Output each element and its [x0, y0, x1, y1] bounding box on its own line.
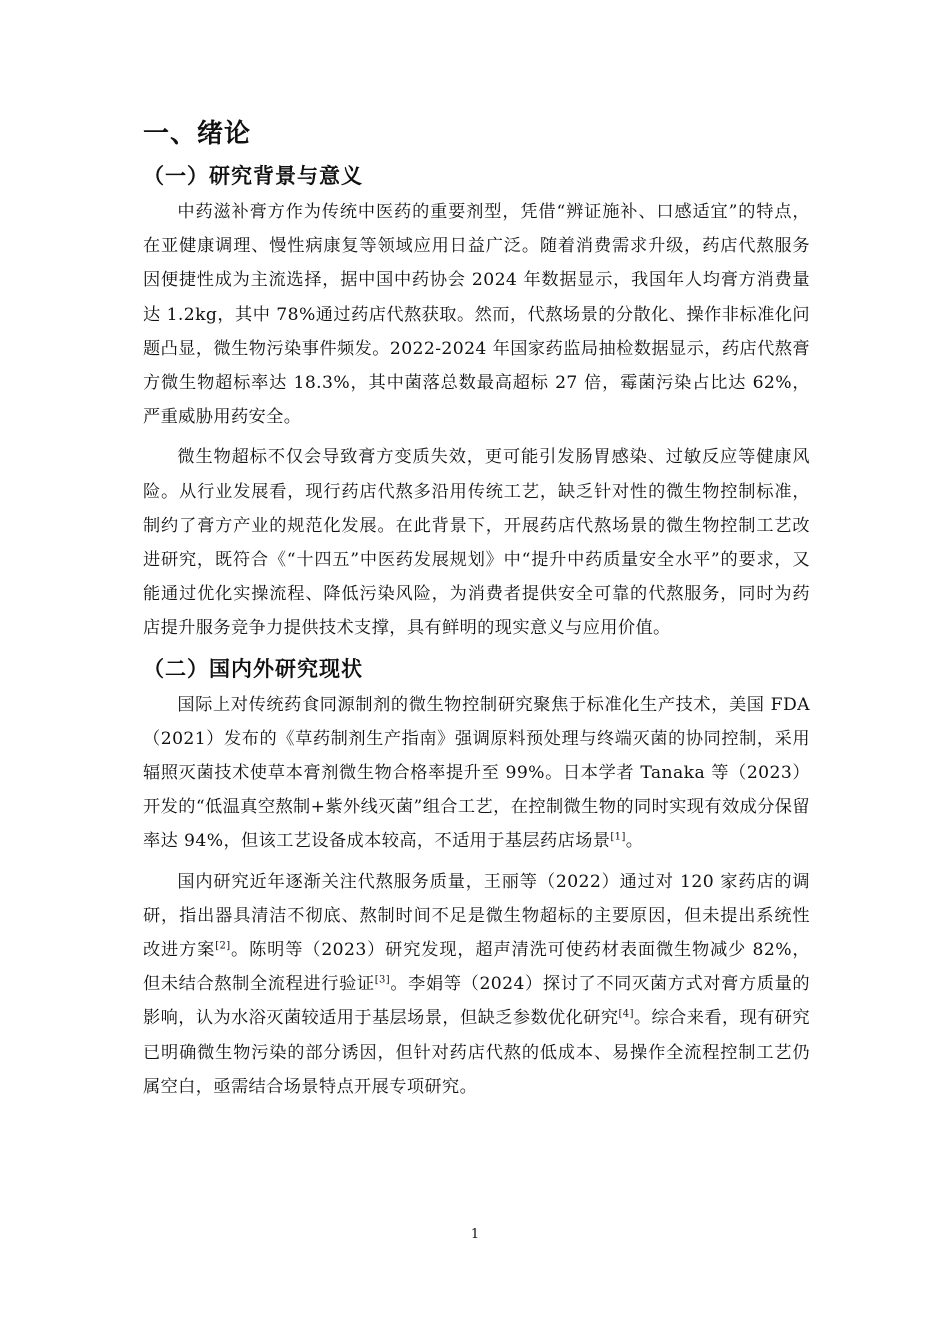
paragraph-text: 。陈明等（2023）研究发现，超声清洗可使药材表面微生物减少 82%，但未结合熬制全流程进行验证	[143, 940, 810, 995]
paragraph-text: 。李娟等（2024）探讨了不同灭菌方式对膏方质量的影响，认为水浴灭菌较适用于基层场景，但缺乏参数优化研究	[143, 974, 811, 1029]
page-number: 1	[470, 1227, 480, 1242]
section-title: （一）研究背景与意义	[143, 164, 363, 188]
chapter-title: 一、绪论	[143, 119, 252, 149]
section-background	[143, 159, 810, 646]
paragraph-text: 国际上对传统药食同源制剂的微生物控制研究聚焦于标准化生产技术，美国 FDA（2021）发布的《草药制剂生产指南》强调原料预处理与终端灭菌的协同控制，采用辐照灭菌技术使草本膏剂微生物合格率提升至 99%。日本学者 Tanaka 等（2023）开发的“低温真空熬制+紫外线灭菌”组合工艺，在控制微生物的同时实现有效成分保留率达 94%，但该工艺设备成本较高，不适用于基层药店场景	[143, 694, 810, 852]
page-content	[143, 115, 810, 1110]
citation-ref: [4]	[618, 1008, 634, 1020]
paragraph-text: 国内研究近年逐渐关注代熬服务质量，王丽等（2022）通过对 120 家药店的调研，指出器具清洁不彻底、熬制时间不足是微生物超标的主要原因，但未提出系统性改进方案	[143, 871, 810, 961]
section-title: （二）国内外研究现状	[143, 656, 363, 681]
citation-ref: [2]	[215, 940, 231, 952]
paragraph-text: 中药滋补膏方作为传统中医药的重要剂型，凭借“辨证施补、口感适宜”的特点，在亚健康调理、慢性病康复等领域应用日益广泛。随着消费需求升级，药店代熬服务因便捷性成为主流选择，据中国中药协会 2024 年数据显示，我国年人均膏方消费量达 1.2kg，其中 78%通过药店代熬获取。然而，代熬场景的分散化、操作非标准化问题凸显，微生物污染事件频发。2022-2024 年国家药监局抽检数据显示，药店代熬膏方微生物超标率达 18.3%，其中菌落总数最高超标 27 倍，霉菌污染占比达 62%，严重威胁用药安全。	[143, 202, 810, 428]
paragraph	[143, 440, 810, 645]
citation-ref: [3]	[374, 974, 391, 986]
paragraph	[143, 865, 810, 1104]
section-research-status	[143, 652, 810, 1104]
paragraph	[143, 688, 810, 859]
paragraph	[143, 195, 810, 434]
citation-ref: [1]	[610, 831, 626, 843]
paragraph-text: 微生物超标不仅会导致膏方变质失效，更可能引发肠胃感染、过敏反应等健康风险。从行业发展看，现行药店代熬多沿用传统工艺，缺乏针对性的微生物控制标准，制约了膏方产业的规范化发展。在此背景下，开展药店代熬场景的微生物控制工艺改进研究，既符合《“十四五”中医药发展规划》中“提升中药质量安全水平”的要求，又能通过优化实操流程、降低污染风险，为消费者提供安全可靠的代熬服务，同时为药店提升服务竞争力提供技术支撑，具有鲜明的现实意义与应用价值。	[143, 447, 810, 639]
paragraph-text: 。	[625, 831, 644, 852]
paragraph-text: 。综合来看，现有研究已明确微生物污染的部分诱因，但针对药店代熬的低成本、易操作全流程控制工艺仍属空白，亟需结合场景特点开展专项研究。	[143, 1008, 810, 1097]
